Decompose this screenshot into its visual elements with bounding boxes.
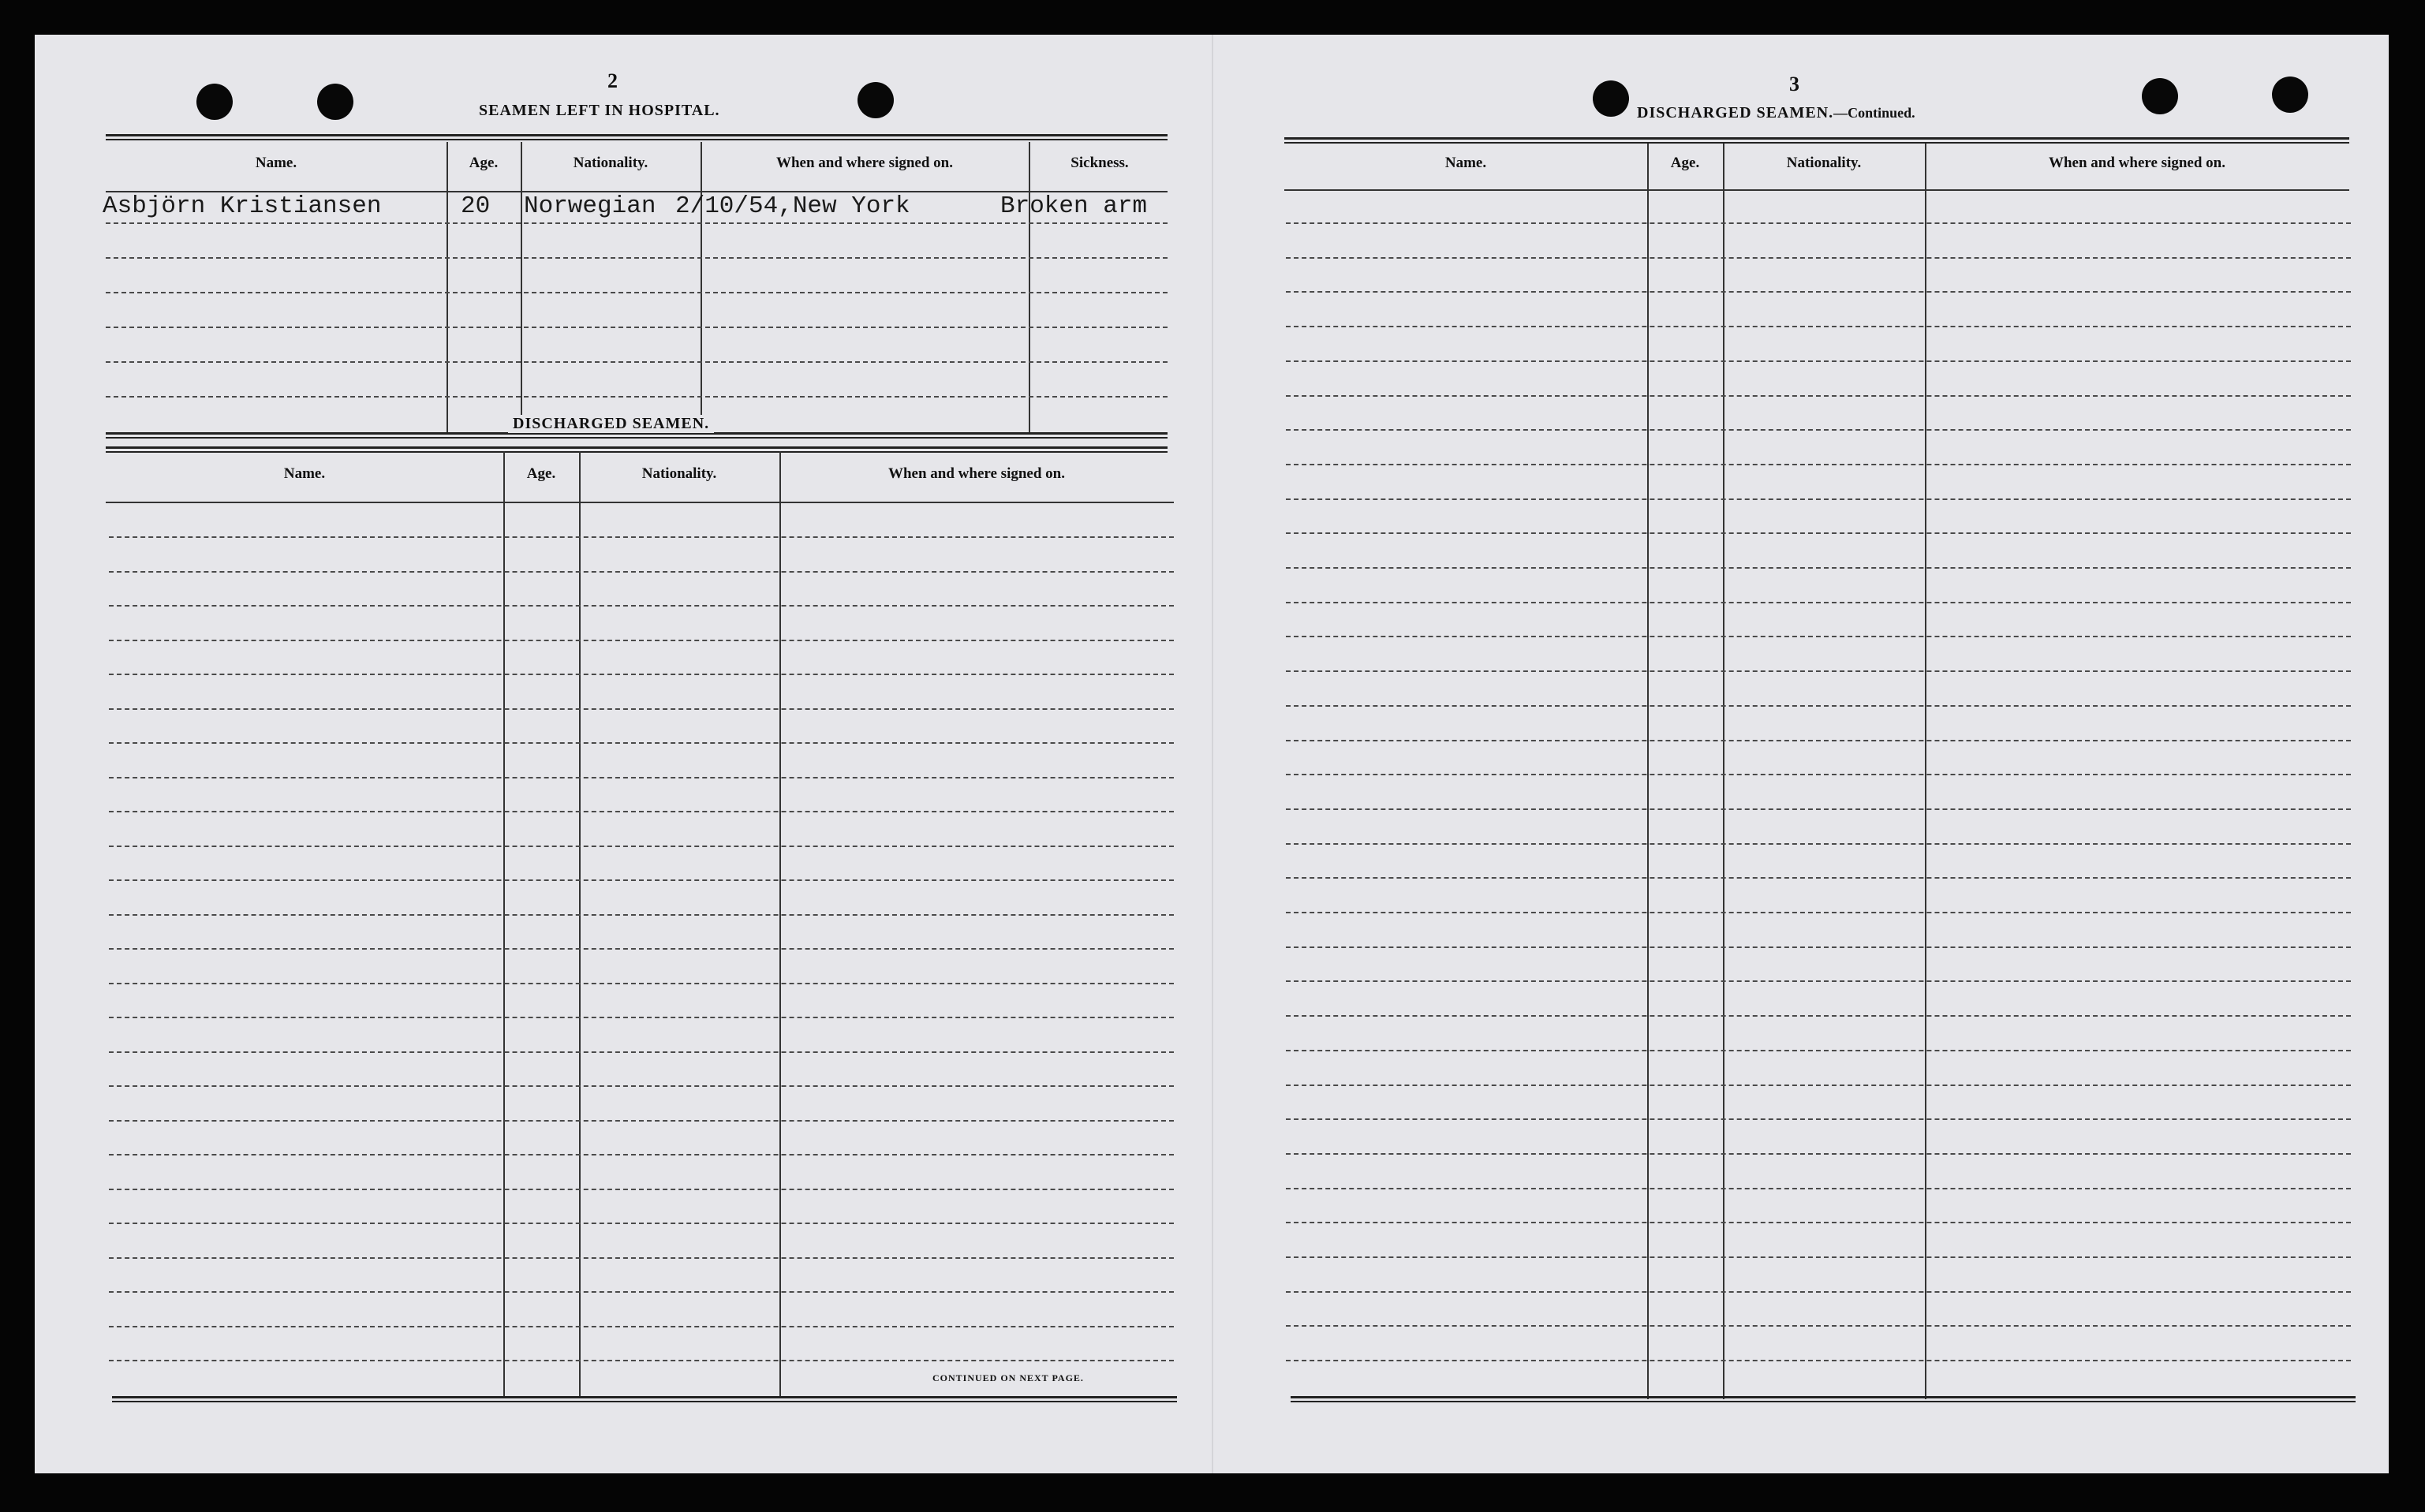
- form-row-line: [109, 605, 1174, 607]
- form-row-line: [109, 1017, 1174, 1018]
- form-row-line: [109, 948, 1174, 950]
- hospital-col-divider: [447, 142, 448, 434]
- discharged-col-divider: [503, 451, 505, 1398]
- form-row-line: [1286, 1085, 2351, 1086]
- punch-hole: [2142, 78, 2178, 114]
- discharged-continued-title-suffix: —Continued.: [1833, 105, 1915, 121]
- punch-hole: [317, 84, 353, 120]
- form-row-line: [109, 879, 1174, 881]
- form-row-line: [1286, 1118, 2351, 1120]
- document-sheet: [35, 35, 2389, 1473]
- hospital-row-line: [106, 396, 1168, 398]
- hospital-row-line: [106, 222, 1168, 224]
- hospital-row-line: [106, 292, 1168, 293]
- form-row-line: [109, 571, 1174, 573]
- discharged-header-rule: [106, 502, 1174, 503]
- form-row-line: [109, 1120, 1174, 1122]
- form-row-line: [1286, 1360, 2351, 1361]
- hospital-entry-nationality: Norwegian: [524, 192, 656, 220]
- form-row-line: [109, 536, 1174, 538]
- hospital-entry-age: 20: [461, 192, 491, 220]
- right-table-bottom-rule: [1291, 1396, 2356, 1402]
- form-row-line: [1286, 980, 2351, 982]
- form-row-line: [1286, 912, 2351, 913]
- discharged-col-divider: [779, 451, 781, 1398]
- discharged-col-signed-header: When and where signed on.: [887, 465, 1065, 482]
- form-row-line: [1286, 1015, 2351, 1017]
- form-row-line: [1286, 498, 2351, 500]
- hospital-col-nationality-header: Nationality.: [573, 155, 648, 171]
- hospital-col-divider: [701, 142, 702, 434]
- form-row-line: [109, 1257, 1174, 1259]
- form-row-line: [1286, 670, 2351, 672]
- form-row-line: [1286, 360, 2351, 362]
- discharged-table-bottom-rule: [112, 1396, 1177, 1402]
- discharged-col-age-header: Age.: [526, 465, 556, 482]
- form-row-line: [1286, 1222, 2351, 1223]
- form-row-line: [1286, 429, 2351, 431]
- form-row-line: [109, 1291, 1174, 1293]
- hospital-table-bottom-rule: [106, 432, 1168, 439]
- form-row-line: [1286, 808, 2351, 810]
- hospital-section-title: SEAMEN LEFT IN HOSPITAL.: [479, 102, 720, 119]
- form-row-line: [109, 1085, 1174, 1087]
- hospital-row-line: [106, 361, 1168, 363]
- punch-hole: [196, 84, 233, 120]
- right-col-divider: [1647, 144, 1649, 1399]
- right-page-number: 3: [1789, 73, 1799, 95]
- hospital-col-signed-header: When and where signed on.: [775, 155, 953, 171]
- right-col-divider: [1723, 144, 1724, 1399]
- form-row-line: [109, 914, 1174, 916]
- discharged-continued-title: [1637, 104, 1915, 122]
- form-row-line: [1286, 774, 2351, 775]
- form-row-line: [109, 1360, 1174, 1361]
- form-row-line: [109, 1189, 1174, 1190]
- punch-hole: [858, 82, 894, 118]
- form-row-line: [1286, 636, 2351, 637]
- form-row-line: [1286, 1153, 2351, 1155]
- form-row-line: [1286, 532, 2351, 534]
- form-row-line: [1286, 1291, 2351, 1293]
- form-row-line: [109, 1154, 1174, 1155]
- hospital-entry-sickness: Broken arm: [1000, 192, 1148, 220]
- form-row-line: [109, 1051, 1174, 1053]
- form-row-line: [1286, 946, 2351, 948]
- form-row-line: [109, 777, 1174, 778]
- punch-hole: [1593, 80, 1629, 117]
- hospital-col-sickness-header: Sickness.: [1071, 155, 1129, 171]
- form-row-line: [109, 811, 1174, 812]
- hospital-col-age-header: Age.: [469, 155, 499, 171]
- form-row-line: [1286, 1188, 2351, 1189]
- discharged-col-nationality-header: Nationality.: [641, 465, 717, 482]
- form-row-line: [1286, 257, 2351, 259]
- discharged-table-top-rule: [106, 446, 1168, 453]
- form-row-line: [109, 846, 1174, 847]
- form-row-line: [109, 1326, 1174, 1327]
- right-col-signed-header: When and where signed on.: [2048, 155, 2225, 171]
- form-row-line: [1286, 291, 2351, 293]
- hospital-col-name-header: Name.: [255, 155, 297, 171]
- form-row-line: [1286, 1050, 2351, 1051]
- hospital-row-line: [106, 327, 1168, 328]
- discharged-col-name-header: Name.: [283, 465, 326, 482]
- form-row-line: [1286, 567, 2351, 569]
- form-row-line: [1286, 222, 2351, 224]
- form-row-line: [1286, 843, 2351, 845]
- right-col-name-header: Name.: [1444, 155, 1487, 171]
- page-fold: [1212, 35, 1213, 1473]
- form-row-line: [1286, 602, 2351, 603]
- form-row-line: [1286, 395, 2351, 397]
- form-row-line: [1286, 705, 2351, 707]
- form-row-line: [109, 708, 1174, 710]
- form-row-line: [109, 1223, 1174, 1224]
- hospital-col-divider: [521, 142, 522, 434]
- form-row-line: [1286, 464, 2351, 465]
- form-row-line: [109, 742, 1174, 744]
- form-row-line: [1286, 1325, 2351, 1327]
- discharged-col-divider: [579, 451, 581, 1398]
- punch-hole: [2272, 77, 2308, 113]
- hospital-col-divider: [1029, 142, 1030, 434]
- continued-note: CONTINUED ON NEXT PAGE.: [932, 1372, 1084, 1383]
- form-row-line: [1286, 877, 2351, 879]
- discharged-section-title: DISCHARGED SEAMEN.: [508, 415, 714, 433]
- form-row-line: [1286, 740, 2351, 741]
- right-col-divider: [1925, 144, 1926, 1399]
- form-row-line: [109, 674, 1174, 675]
- discharged-continued-title-main: DISCHARGED SEAMEN.: [1637, 104, 1834, 121]
- left-page-number: 2: [607, 69, 618, 92]
- hospital-entry-signed-on: 2/10/54,New York: [675, 192, 910, 220]
- right-header-rule: [1284, 189, 2349, 191]
- form-row-line: [1286, 326, 2351, 327]
- form-row-line: [109, 640, 1174, 641]
- form-row-line: [109, 983, 1174, 984]
- right-col-age-header: Age.: [1670, 155, 1700, 171]
- form-row-line: [1286, 1256, 2351, 1258]
- hospital-entry-name: Asbjörn Kristiansen: [103, 192, 382, 220]
- hospital-table-top-rule: [106, 134, 1168, 140]
- right-table-top-rule: [1284, 137, 2349, 144]
- right-col-nationality-header: Nationality.: [1786, 155, 1862, 171]
- hospital-row-line: [106, 257, 1168, 259]
